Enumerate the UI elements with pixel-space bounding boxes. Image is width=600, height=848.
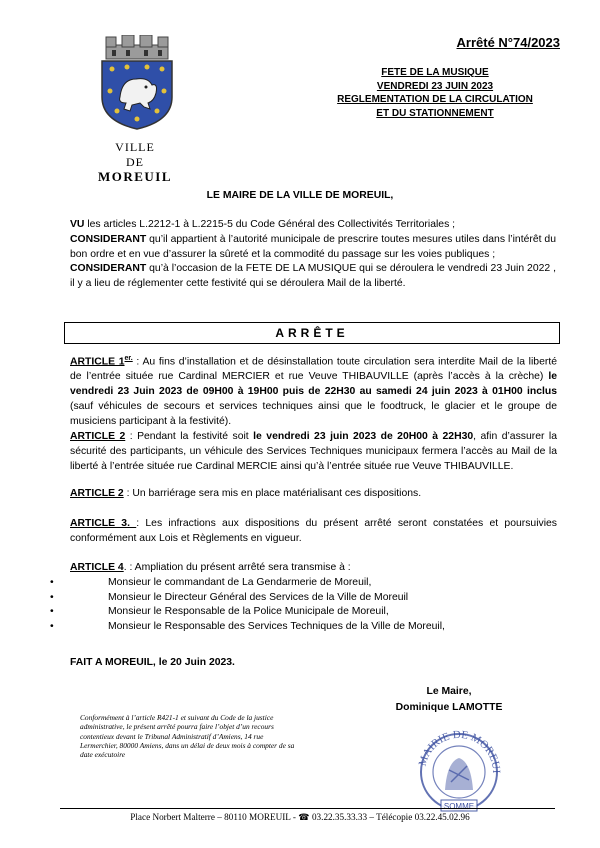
considerant-text: qu’à l’occasion de la FETE DE LA MUSIQUE qui se déroulera le vendredi 23 Juin 2022 , il y a lieu de réglementer cette festivité qui se déroulera Mail de la liberté. (70, 263, 556, 290)
footer-divider (60, 808, 555, 809)
article-text: . : Ampliation du présent arrêté sera transmise à : (123, 562, 351, 573)
stamp-ring-text: MAIRIE DE MOREUI (416, 728, 503, 774)
article-2 (70, 430, 557, 474)
vu-text: les articles L.2212-1 à L.2215-5 du Code Général des Collectivités Territoriales ; (84, 219, 456, 230)
article-3 (70, 517, 557, 547)
article-label: ARTICLE 1 (70, 356, 125, 368)
arrete-heading: ARRÊTE (64, 322, 560, 344)
recipient-list (90, 576, 557, 635)
article-1 (70, 354, 557, 429)
footer-address: Place Norbert Malterre – 80110 MOREUIL - ☎ 03.22.35.33.33 – Télécopie 03.22.45.02.96 (130, 812, 470, 822)
considerant-text: qu’il appartient à l’autorité municipale de prescrire toutes mesures utiles dans l’intérêt du bon ordre et en vue d’assurer la sûreté et la commodité du passage sur les voies publiques ; (70, 233, 556, 260)
vu-label: VU (70, 219, 85, 230)
list-item: • Monsieur le Responsable de la Police Municipale de Moreuil, (90, 605, 557, 620)
ville-de-moreuil-label (90, 140, 180, 185)
article-sup: er. (124, 355, 133, 362)
considerant-paragraph (70, 233, 556, 263)
article-text: : Pendant la festivité soit (125, 431, 254, 442)
moreuil-line: MOREUIL (97, 169, 173, 185)
signature-title: Le Maire, (426, 686, 472, 697)
subject-line: ET DU STATIONNEMENT (376, 107, 494, 119)
considerations (70, 218, 556, 292)
article-label: ARTICLE 2 (70, 488, 124, 499)
ville-line: VILLE (115, 140, 155, 154)
article-text: (sauf véhicules de secours et services techniques ainsi que le foodtruck, le glacier et le groupe de musiciens participant à la festivité). (70, 400, 557, 427)
article-label: ARTICLE 3. (70, 518, 137, 529)
legal-notice: Conformément à l’article R421-1 et suivant du Code de la justice administrative, le présent arrêté pourra faire l’objet d’un recours contentieux devant le Tribunal Administratif d’Amiens, 14 rue Lermerchier, 80000 Amiens, dans un délai de deux mois à compter de sa date exécutoire (80, 713, 295, 759)
maire-title: LE MAIRE DE LA VILLE DE MOREUIL, (206, 190, 394, 201)
article-text: : Les infractions aux dispositions du présent arrêté seront constatées et poursuivies conformément aux Lois et Règlements en vigueur. (70, 518, 557, 544)
vu-paragraph (70, 218, 556, 233)
list-item: • Monsieur le Responsable des Services Techniques de la Ville de Moreuil, (90, 620, 557, 635)
subject-block (330, 66, 540, 120)
coat-of-arms-logo (92, 35, 182, 131)
article-text: : Un barriérage sera mis en place matérialisant ces dispositions. (123, 488, 422, 499)
subject-line: FETE DE LA MUSIQUE (381, 67, 489, 78)
list-item: • Monsieur le commandant de La Gendarmerie de Moreuil, (90, 576, 557, 591)
considerant-paragraph (70, 262, 556, 292)
subject-line: VENDREDI 23 JUIN 2023 (376, 80, 494, 92)
article-2b (70, 487, 557, 502)
fait-a-moreuil: FAIT A MOREUIL, le 20 Juin 2023. (70, 657, 235, 668)
list-item: • Monsieur le Directeur Général des Services de la Ville de Moreuil (90, 591, 557, 606)
signature-name: Dominique LAMOTTE (395, 702, 503, 714)
article-label: ARTICLE 2 (70, 431, 126, 442)
considerant-label: CONSIDERANT (70, 263, 147, 275)
article-text: , afin d’assurer la sécurité des participants, un véhicule des Services Techniques municipaux fermera l’accès au Mail de la liberté à l’entrée située rue Cardinal MERCIE ainsi qu’à l’entrée située rue Veuve THIBAUVILLE. (70, 431, 557, 472)
article-4 (70, 561, 557, 635)
article-bold: le vendredi 23 Juin 2023 de 09H00 à 19H00 puis de 22H30 au samedi 24 juin 2023 à 01H00 inclus (70, 371, 557, 397)
article-bold: le vendredi 23 juin 2023 de 20H00 à 22H30 (253, 431, 474, 442)
stamp-bottom-text: SOMME (443, 802, 475, 811)
mairie-stamp (405, 722, 513, 814)
de-line: DE (126, 154, 144, 169)
subject-line: REGLEMENTATION DE LA CIRCULATION (337, 94, 533, 105)
signature-block (364, 684, 534, 716)
considerant-label: CONSIDERANT (70, 233, 147, 245)
article-label: ARTICLE 4 (70, 562, 124, 573)
article-text: : Au fins d’installation et de désinstallation toute circulation sera interdite Mail de la liberté de l’entrée située rue Cardinal MERCIER et rue Veuve THIBAUVILLE (après l’accès à la crèche) (70, 356, 557, 383)
arrete-number: Arrêté N°74/2023 (456, 35, 560, 50)
